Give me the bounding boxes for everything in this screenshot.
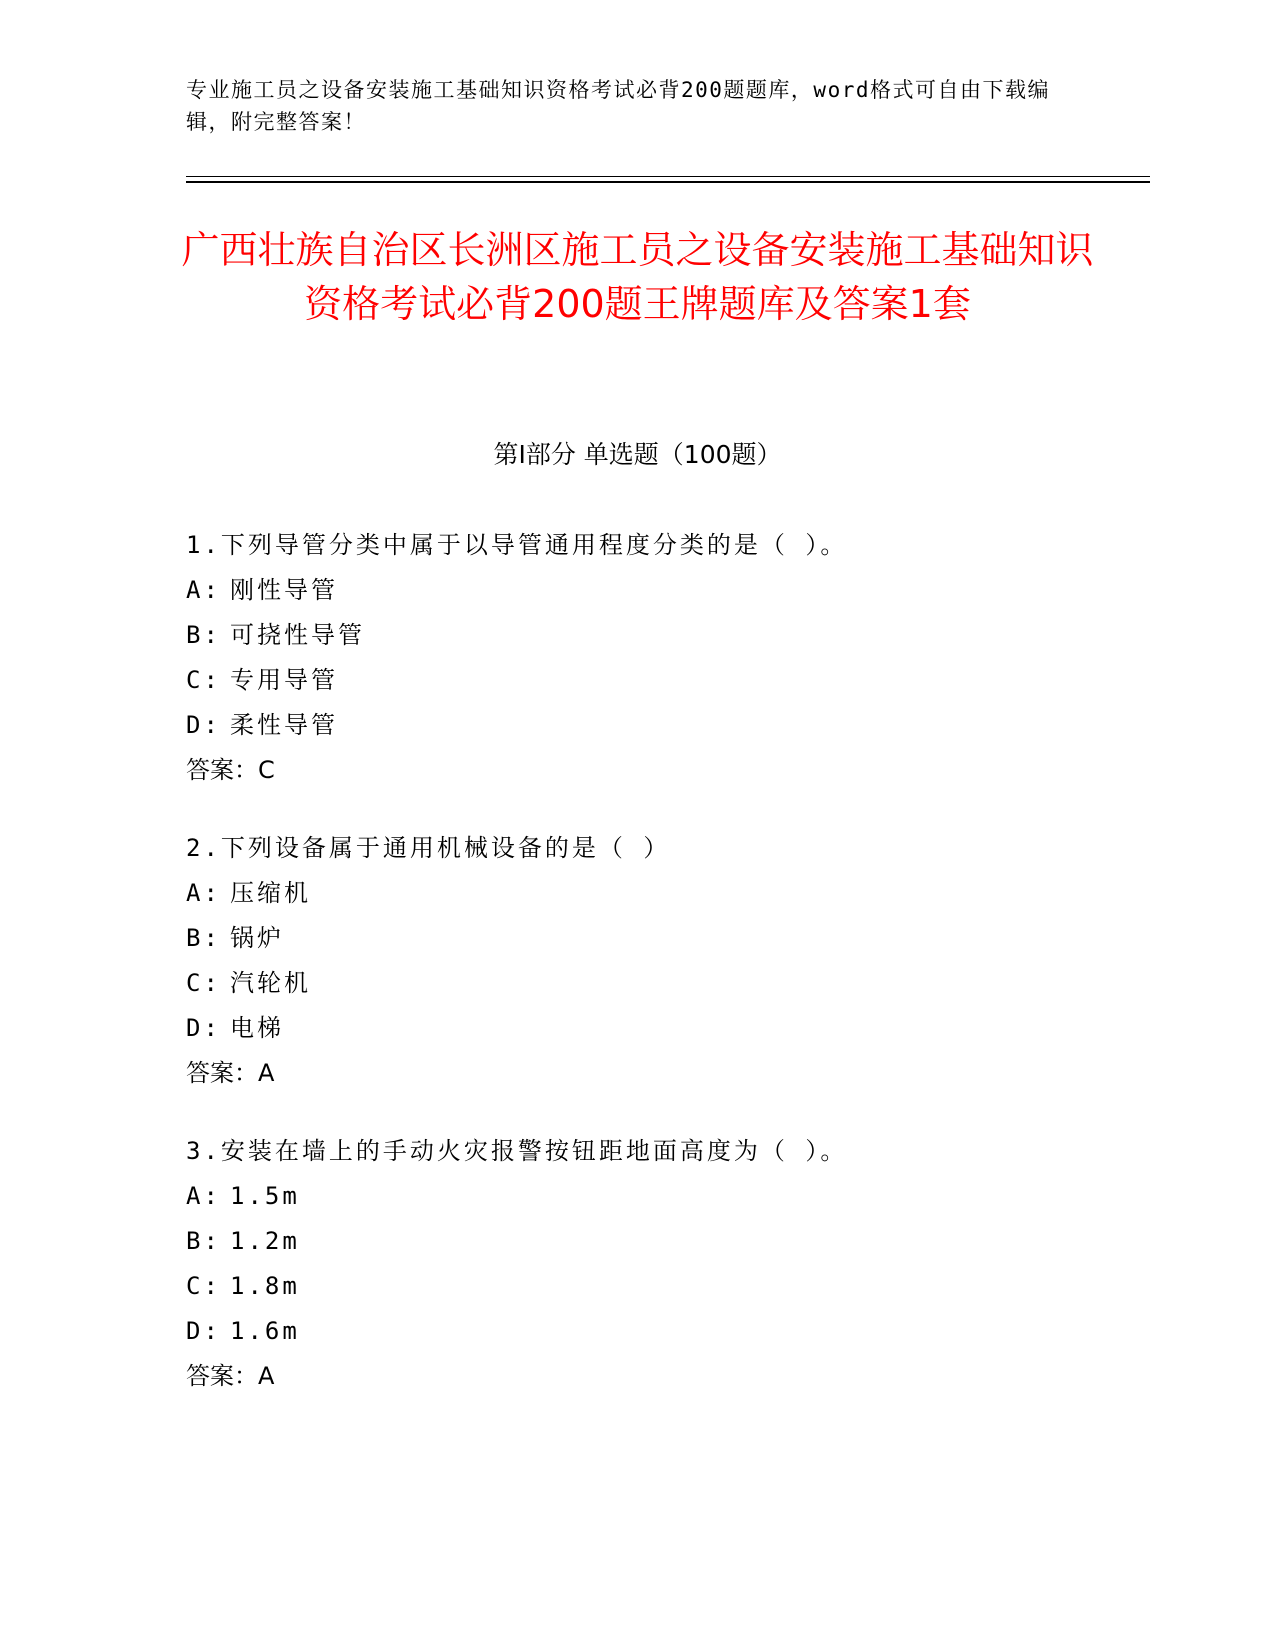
- option-key: B:: [186, 924, 221, 952]
- option-text: 电梯: [230, 1014, 284, 1042]
- question-1: [186, 530, 1086, 785]
- option-key: B:: [186, 621, 221, 649]
- option-key: C:: [186, 969, 221, 997]
- header-note: 专业施工员之设备安装施工基础知识资格考试必背200题题库，word格式可自由下载编辑，附完整答案！: [186, 78, 1050, 134]
- option-text: 汽轮机: [230, 969, 311, 997]
- option-key: C:: [186, 1272, 221, 1300]
- answer-line: 答案：A: [186, 1059, 275, 1087]
- option-a: [186, 1181, 1086, 1226]
- option-b: [186, 620, 1086, 665]
- option-key: A:: [186, 1182, 221, 1210]
- question-stem: 2.下列设备属于通用机械设备的是（ ）: [186, 834, 671, 862]
- option-d: [186, 1013, 1086, 1058]
- option-text: 刚性导管: [230, 576, 338, 604]
- option-key: D:: [186, 711, 221, 739]
- option-b: [186, 1226, 1086, 1271]
- option-text: 1.2m: [230, 1227, 300, 1255]
- question-list: [186, 530, 1086, 1439]
- option-text: 1.8m: [230, 1272, 300, 1300]
- section-title: 第Ⅰ部分 单选题（100题）: [493, 440, 782, 469]
- option-text: 柔性导管: [230, 711, 338, 739]
- option-a: [186, 575, 1086, 620]
- option-key: B:: [186, 1227, 221, 1255]
- answer-line: 答案：A: [186, 1362, 275, 1390]
- option-d: [186, 710, 1086, 755]
- option-c: [186, 1271, 1086, 1316]
- option-b: [186, 923, 1086, 968]
- option-text: 压缩机: [230, 879, 311, 907]
- option-key: D:: [186, 1317, 221, 1345]
- option-c: [186, 665, 1086, 710]
- option-text: 可挠性导管: [230, 621, 365, 649]
- question-stem: 3.安装在墙上的手动火灾报警按钮距地面高度为（ ）。: [186, 1137, 848, 1165]
- option-c: [186, 968, 1086, 1013]
- header-divider-thin: [186, 176, 1150, 177]
- answer-line: 答案：C: [186, 756, 275, 784]
- option-key: A:: [186, 879, 221, 907]
- question-stem: 1.下列导管分类中属于以导管通用程度分类的是（ ）。: [186, 531, 848, 559]
- header-divider-thick: [186, 181, 1150, 183]
- option-key: A:: [186, 576, 221, 604]
- option-text: 专用导管: [230, 666, 338, 694]
- option-text: 锅炉: [230, 924, 284, 952]
- option-key: C:: [186, 666, 221, 694]
- document-title: 广西壮族自治区长洲区施工员之设备安装施工基础知识资格考试必背200题王牌题库及答案1套: [181, 228, 1094, 326]
- option-a: [186, 878, 1086, 923]
- question-3: [186, 1136, 1086, 1391]
- option-text: 1.5m: [230, 1182, 300, 1210]
- question-2: [186, 833, 1086, 1088]
- option-d: [186, 1316, 1086, 1361]
- option-key: D:: [186, 1014, 221, 1042]
- option-text: 1.6m: [230, 1317, 300, 1345]
